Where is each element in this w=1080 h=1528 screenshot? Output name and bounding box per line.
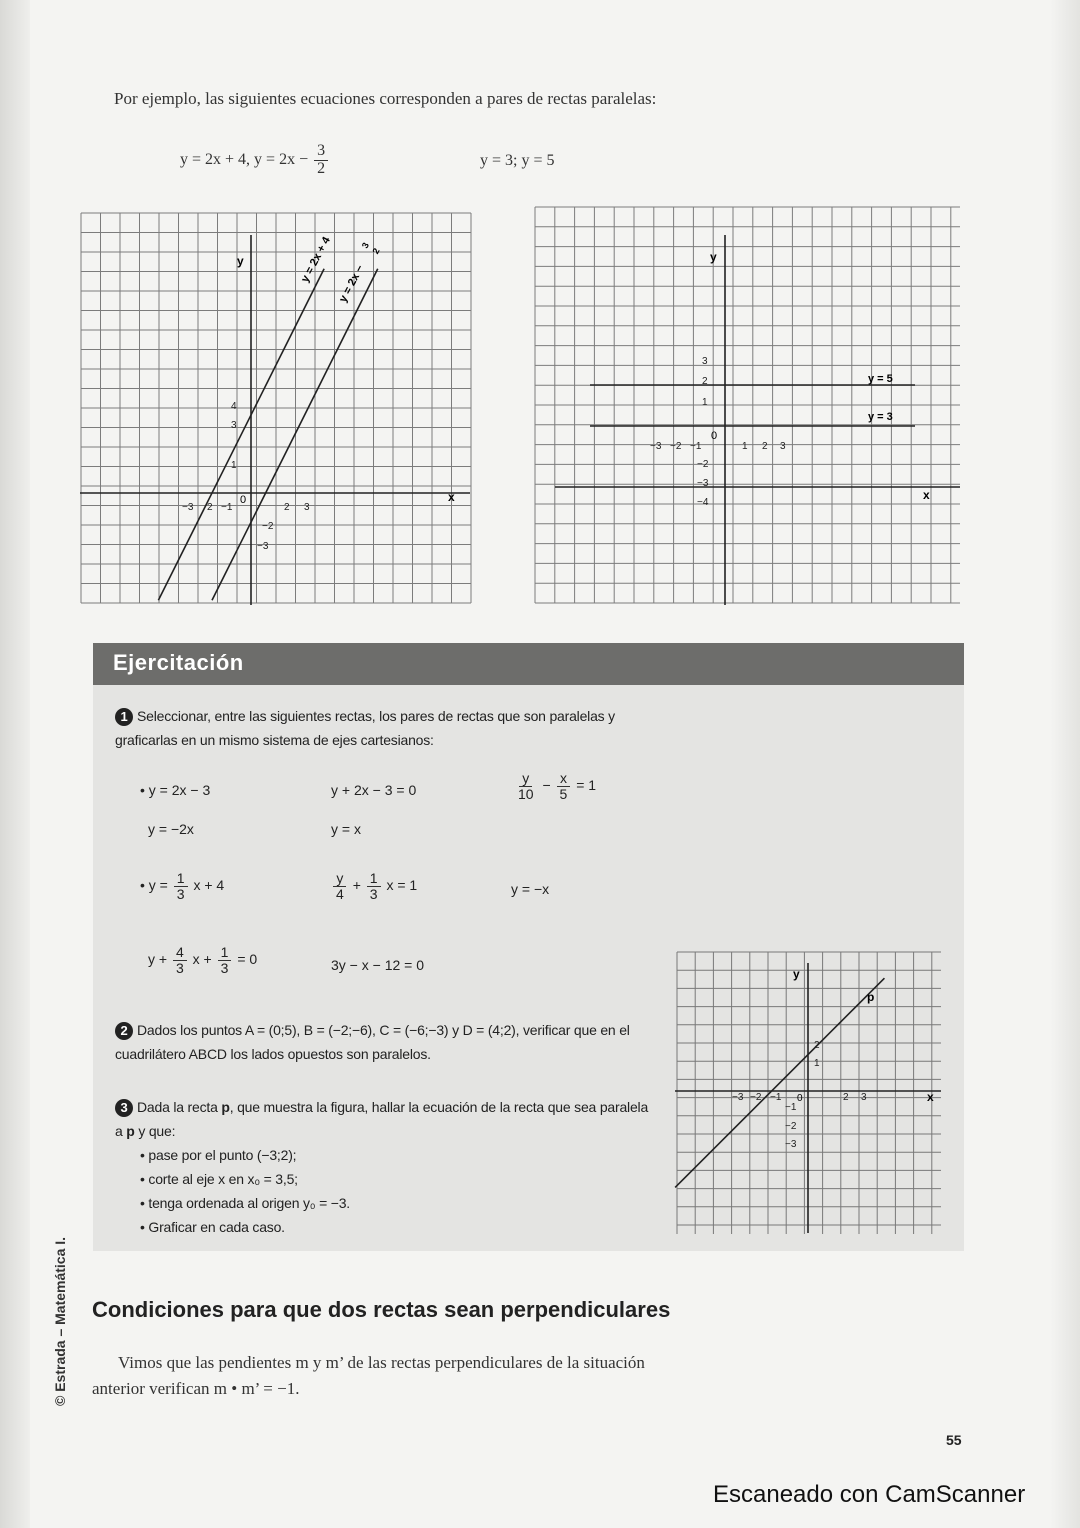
tick-x-neg1: −1 (770, 1092, 782, 1103)
question-3-text-c: , que muestra la figura, hallar la ecuación de la recta que sea paralela a (115, 1099, 649, 1139)
graph-2-svg (530, 205, 965, 610)
eq-f-den: 3 (176, 885, 185, 902)
eq-j: 3y − x − 12 = 0 (331, 957, 425, 973)
question-2-number: 2 (115, 1022, 133, 1040)
page-number: 55 (946, 1432, 962, 1448)
copyright-side-text: © Estrada – Matemática I. (52, 1236, 68, 1406)
line-2-label-num: 3 (359, 240, 372, 250)
tick-y-2: 2 (702, 376, 708, 387)
x-axis-label: x (448, 490, 455, 504)
tick-y-neg3: −3 (697, 478, 709, 489)
eq-g-post: x = 1 (386, 876, 418, 893)
eq-c-num1: y (519, 771, 532, 787)
eq-i-num2: 1 (218, 945, 232, 961)
tick-y-1: 1 (702, 397, 708, 408)
question-1-text: Seleccionar, entre las siguientes rectas, los pares de rectas que son paralelas y graficarlas en un mismo sistema de ejes cartesianos: (115, 708, 615, 748)
equation-pair-1-den: 2 (317, 159, 326, 177)
x-axis-label: x (927, 1090, 934, 1104)
eq-a-text: y = 2x − 3 (148, 782, 211, 798)
question-3-item-text: Graficar en cada caso. (148, 1219, 285, 1235)
eq-g (331, 871, 417, 901)
eq-h: y = −x (511, 881, 550, 897)
tick-y-neg4: −4 (697, 497, 709, 508)
eq-a: • y = 2x − 3 (140, 782, 211, 798)
data-line-p (675, 978, 884, 1187)
eq-f-post: x + 4 (193, 876, 225, 893)
eq-f: • y = $\frac{1}{3}$ x + 4 (140, 870, 225, 902)
tick-x-neg3: −3 (650, 441, 662, 452)
tick-x-neg1: −1 (221, 502, 233, 513)
question-1-number: 1 (115, 708, 133, 726)
tick-y-1: 1 (231, 460, 237, 471)
tick-y-1: 1 (814, 1058, 820, 1069)
line-2-label: y = 2x − (337, 263, 367, 305)
line-y3-label: y = 3 (868, 411, 893, 423)
tick-x-neg1: −1 (690, 441, 702, 452)
eq-c (513, 771, 596, 801)
exercise-title: Ejercitación (113, 650, 244, 675)
tick-y-3: 3 (702, 356, 708, 367)
y-axis-label: y (237, 254, 244, 268)
eq-f-num: 1 (174, 871, 188, 887)
section-paragraph: Vimos que las pendientes m y m’ de las rectas perpendiculares de la situación anterior verifican m • m’ = −1. (92, 1353, 645, 1398)
section-title: Condiciones para que dos rectas sean perpendiculares (92, 1297, 671, 1322)
eq-g-mid: + (352, 876, 361, 893)
question-3-list (140, 1143, 660, 1239)
equation-pair-1-text: y = 2x + 4, y = 2x − (180, 150, 309, 168)
intro-paragraph: Por ejemplo, las siguientes ecuaciones corresponden a pares de rectas paralelas: (114, 89, 657, 108)
y-axis-label: y (710, 250, 717, 264)
tick-y-neg3: −3 (785, 1139, 797, 1150)
data-line-1 (158, 269, 324, 601)
eq-g-num1: y (333, 871, 346, 887)
x-axis-label: x (923, 488, 930, 502)
question-3-item: • Graficar en cada caso. (140, 1219, 285, 1235)
question-3-p2: p (126, 1123, 135, 1139)
question-3-text-a: Dada la recta (137, 1099, 222, 1115)
eq-e: y = x (331, 821, 361, 837)
equation-pair-2: y = 3; y = 5 (480, 152, 555, 169)
graph-1-svg (75, 205, 475, 610)
eq-g-den1: 4 (336, 885, 344, 902)
question-3-number: 3 (115, 1099, 133, 1117)
graph-parallel-slanted (75, 205, 475, 610)
tick-y-neg3: −3 (257, 541, 269, 552)
eq-b: y + 2x − 3 = 0 (331, 782, 417, 798)
eq-d: y = −2x (148, 821, 194, 837)
origin-label: 0 (240, 494, 247, 506)
tick-y-3: 3 (231, 420, 237, 431)
eq-i (148, 945, 257, 975)
tick-y-neg2: −2 (697, 459, 709, 470)
line-y5-label: y = 5 (868, 373, 893, 385)
eq-c-num2: x (557, 771, 570, 787)
question-3-item: • pase por el punto (−3;2); (140, 1147, 297, 1163)
tick-x-neg2: 2 (207, 502, 213, 513)
line-p-label: p (867, 990, 875, 1004)
tick-x-3: 3 (304, 502, 310, 513)
graph-line-p (673, 948, 943, 1238)
eq-c-den1: 10 (518, 785, 534, 802)
y-axis-label: y (793, 967, 800, 981)
question-3-p: p (221, 1099, 230, 1115)
line-2-label-den: 2 (370, 246, 382, 256)
line-1-label: y = 2x + 4 (299, 235, 333, 285)
eq-i-den1: 3 (175, 959, 184, 976)
tick-x-neg2: −2 (750, 1092, 762, 1103)
tick-x-3: 3 (861, 1092, 867, 1103)
exercise-box (93, 643, 964, 1251)
question-3-text-e: y que: (134, 1123, 176, 1139)
tick-y-neg2: −2 (262, 521, 274, 532)
tick-y-neg1: −1 (785, 1102, 797, 1113)
question-3-item-text: corte al eje x en x₀ = 3,5; (148, 1171, 298, 1187)
eq-i-mid: x + (192, 950, 212, 967)
question-3-item-text: tenga ordenada al origen y₀ = −3. (148, 1195, 350, 1211)
origin-label: 0 (797, 1093, 803, 1104)
question-3-item: • tenga ordenada al origen y₀ = −3. (140, 1195, 350, 1211)
equation-pair-1-num: 3 (314, 143, 328, 161)
tick-x-2: 2 (843, 1092, 849, 1103)
page-edge-shadow (0, 0, 30, 1528)
eq-g-den2: 3 (369, 885, 378, 902)
graph-3-svg (673, 948, 943, 1238)
question-1 (115, 704, 655, 752)
camscanner-watermark: Escaneado con CamScanner (713, 1481, 1026, 1508)
question-3-item-text: pase por el punto (−3;2); (148, 1147, 297, 1163)
equation-pair-1 (180, 143, 330, 178)
eq-i-num1: 4 (173, 945, 187, 961)
tick-x-2: 2 (762, 441, 768, 452)
exercise-header (93, 643, 964, 685)
eq-c-end: = 1 (576, 776, 597, 793)
question-2-text: Dados los puntos A = (0;5), B = (−2;−6), C = (−6;−3) y D = (4;2), verificar que en el cuadrilátero ABCD los lados opuestos son paralelos. (115, 1022, 630, 1062)
tick-x-neg2: −2 (670, 441, 682, 452)
eq-g-num2: 1 (367, 871, 381, 887)
tick-x-2: 2 (284, 502, 290, 513)
tick-x-3: 3 (780, 441, 786, 452)
eq-i-pre: y + (148, 950, 168, 967)
tick-x-1: 1 (742, 441, 748, 452)
origin-label: 0 (711, 430, 718, 442)
eq-f-pre: y = (148, 876, 168, 893)
graph-parallel-horizontal (530, 205, 965, 610)
eq-i-post: = 0 (237, 950, 258, 967)
tick-y-4: 4 (231, 401, 237, 412)
page-edge-right (1050, 0, 1080, 1528)
tick-x-neg3: −3 (182, 502, 194, 513)
eq-i-den2: 3 (220, 959, 229, 976)
question-3-item: • corte al eje x en x₀ = 3,5; (140, 1171, 298, 1187)
question-2 (115, 1018, 655, 1066)
question-3 (115, 1095, 655, 1143)
tick-y-2: 2 (814, 1040, 820, 1051)
tick-x-neg3: −3 (732, 1092, 744, 1103)
eq-c-mid: − (542, 776, 551, 793)
eq-c-den2: 5 (559, 785, 568, 802)
tick-y-neg2: −2 (785, 1121, 797, 1132)
